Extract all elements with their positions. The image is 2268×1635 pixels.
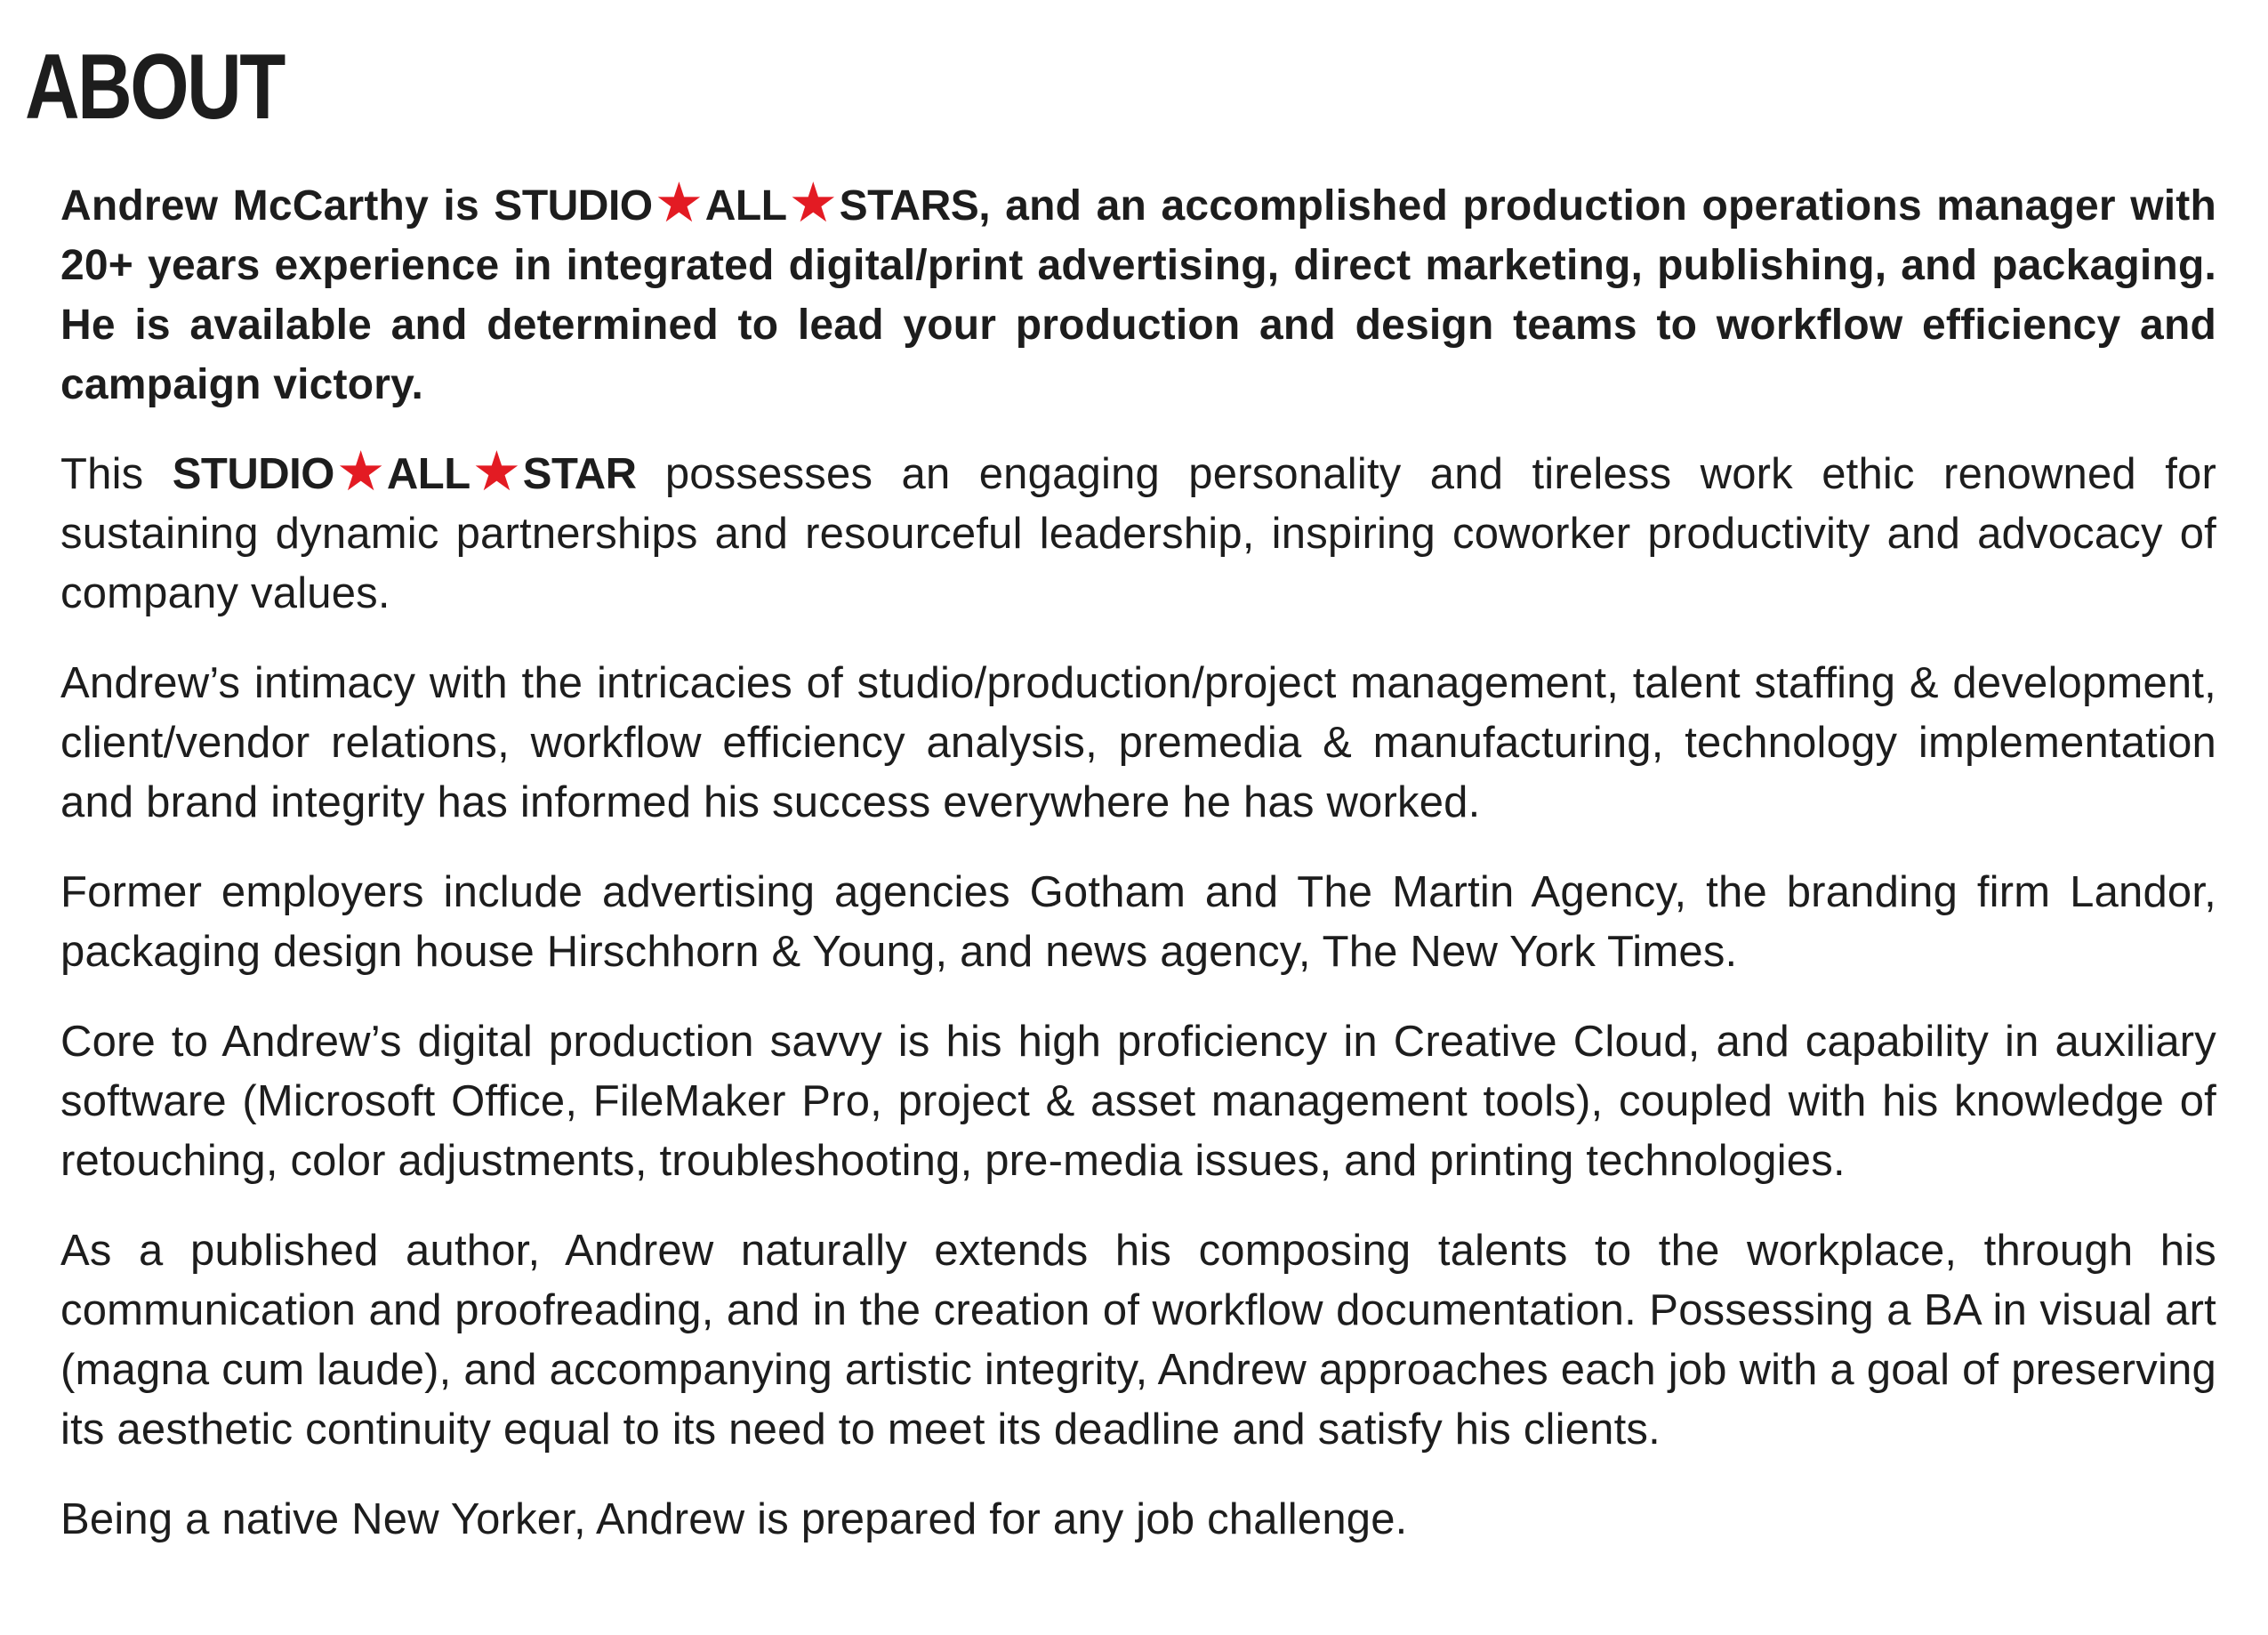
brand-word-all: ALL — [386, 450, 470, 498]
page-title: ABOUT — [25, 36, 284, 139]
closing-paragraph: Being a native New Yorker, Andrew is prepared for any job challenge. — [60, 1495, 1408, 1543]
brand-word-studio: STUDIO — [172, 450, 334, 498]
brand-word-studio: STUDIO — [494, 182, 653, 230]
intro-text-end: , and an accomplished production operations manager with 20+ years experience in integrated digital/print advertising, direct marketing, publishing, and packaging. He is available and determined to lead your production and design teams to workflow efficiency and campaign victory. — [60, 182, 2216, 408]
employers-paragraph: Former employers include advertising agencies Gotham and The Martin Agency, the branding firm Landor, packaging design house Hirschhorn & Young, and news agency, The New York Times. — [60, 868, 2216, 976]
red-star-icon: ★ — [654, 173, 704, 234]
brand-word-all: ALL — [704, 182, 787, 230]
brand-name-singular — [172, 441, 637, 504]
about-body — [60, 173, 2216, 1580]
personality-text-start: This — [60, 450, 173, 498]
personality-text-end: possesses an engaging personality and tireless work ethic renowned for sustaining dynamic partnerships and resourceful leadership, inspiring coworker productivity and advocacy of company values. — [60, 450, 2216, 617]
brand-word-stars: STARS — [839, 182, 979, 230]
intro-paragraph — [60, 173, 2216, 415]
software-paragraph: Core to Andrew’s digital production savvy is his high proficiency in Creative Cloud, and capability in auxiliary software (Microsoft Office, FileMaker Pro, project & asset management tools), coupled with his knowledge of retouching, color adjustments, troubleshooting, pre-media issues, and printing technologies. — [60, 1018, 2216, 1185]
expertise-paragraph: Andrew’s intimacy with the intricacies of studio/production/project management, talent staffing & development, client/vendor relations, workflow efficiency analysis, premedia & manufacturing, technology implementation and brand integrity has informed his success everywhere he has worked. — [60, 659, 2216, 826]
brand-word-star: STAR — [522, 450, 637, 498]
author-paragraph: As a published author, Andrew naturally extends his composing talents to the workplace, through his communication and proofreading, and in the creation of workflow documentation. Possessing a BA in visual art (magna cum laude), and accompanying artistic integrity, Andrew approaches each job with a goal of preserving its aesthetic continuity equal to its need to meet its deadline and satisfy his clients. — [60, 1227, 2216, 1454]
red-star-icon: ★ — [471, 441, 521, 503]
red-star-icon: ★ — [788, 173, 838, 234]
intro-text-start: Andrew McCarthy is — [60, 182, 495, 230]
brand-name-plural — [494, 173, 979, 236]
personality-paragraph — [60, 441, 2216, 624]
red-star-icon: ★ — [335, 441, 385, 503]
